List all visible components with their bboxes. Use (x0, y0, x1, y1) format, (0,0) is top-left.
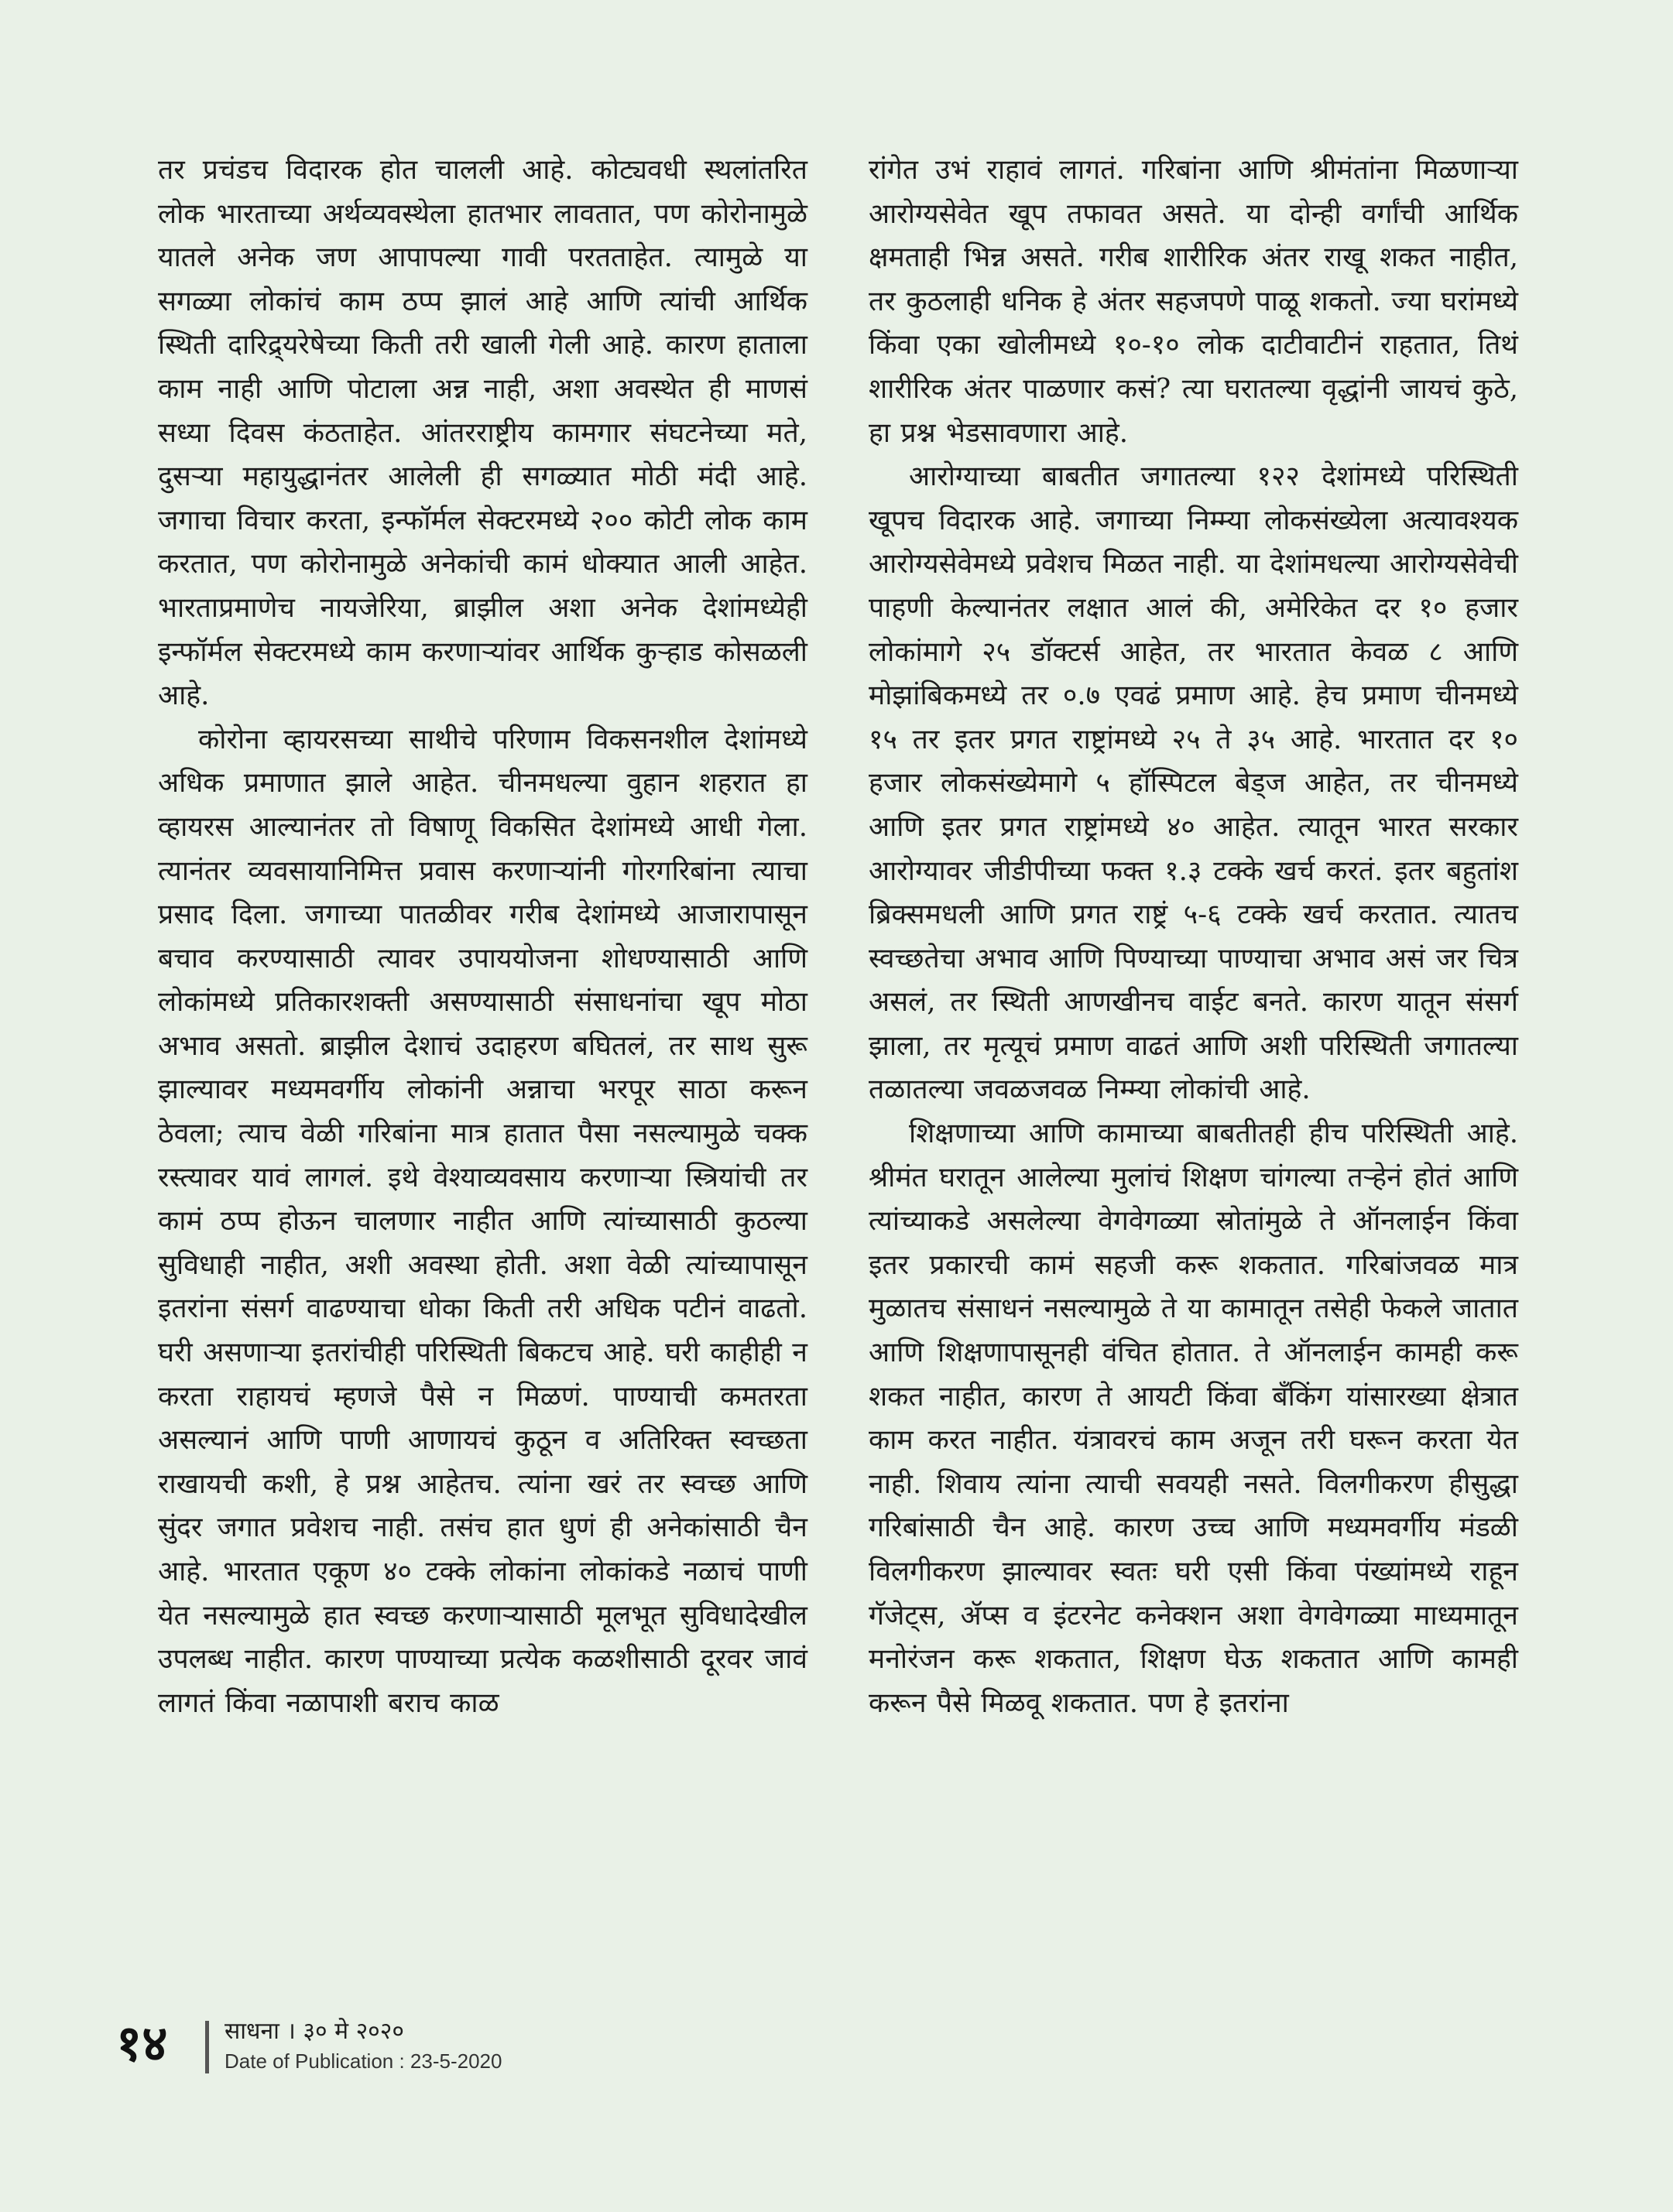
article-column-left (158, 149, 807, 1725)
publication-title: साधना । ३० मे २०२० (225, 2018, 404, 2045)
publication-date: Date of Publication : 23-5-2020 (225, 2049, 502, 2073)
article-paragraph: तर प्रचंडच विदारक होत चालली आहे. कोट्यवधी स्थलांतरित लोक भारताच्या अर्थव्यवस्थेला हातभार लावतात, पण कोरोनामुळे यातले अनेक जण आपापल्या गावी परतताहेत. त्यामुळे या सगळ्या लोकांचं काम ठप्प झालं आहे आणि त्यांची आर्थिक स्थिती दारिद्र्यरेषेच्या किती तरी खाली गेली आहे. कारण हाताला काम नाही आणि पोटाला अन्न नाही, अशा अवस्थेत ही माणसं सध्या दिवस कंठताहेत. आंतरराष्ट्रीय कामगार संघटनेच्या मते, दुसऱ्या महायुद्धानंतर आलेली ही सगळ्यात मोठी मंदी आहे. जगाचा विचार करता, इन्फॉर्मल सेक्टरमध्ये २०० कोटी लोक काम करतात, पण कोरोनामुळे अनेकांची कामं धोक्यात आली आहेत. भारताप्रमाणेच नायजेरिया, ब्राझील अशा अनेक देशांमध्येही इन्फॉर्मल सेक्टरमध्ये काम करणाऱ्यांवर आर्थिक कुऱ्हाड कोसळली आहे. (158, 154, 807, 712)
article-paragraph: कोरोना व्हायरसच्या साथीचे परिणाम विकसनशील देशांमध्ये अधिक प्रमाणात झाले आहेत. चीनमधल्या वुहान शहरात हा व्हायरस आल्यानंतर तो विषाणू विकसित देशांमध्ये आधी गेला. त्यानंतर व्यवसायानिमित्त प्रवास करणाऱ्यांनी गोरगरिबांना त्याचा प्रसाद दिला. जगाच्या पातळीवर गरीब देशांमध्ये आजारापासून बचाव करण्यासाठी त्यावर उपाययोजना शोधण्यासाठी आणि लोकांमध्ये प्रतिकारशक्ती असण्यासाठी संसाधनांचा खूप मोठा अभाव असतो. ब्राझील देशाचं उदाहरण बघितलं, तर साथ सुरू झाल्यावर मध्यमवर्गीय लोकांनी अन्नाचा भरपूर साठा करून ठेवला; त्याच वेळी गरिबांना मात्र हातात पैसा नसल्यामुळे चक्क रस्त्यावर यावं लागलं. इथे वेश्याव्यवसाय करणाऱ्या स्त्रियांची तर कामं ठप्प होऊन चालणार नाहीत आणि त्यांच्यासाठी कुठल्या सुविधाही नाहीत, अशी अवस्था होती. अशा वेळी त्यांच्यापासून इतरांना संसर्ग वाढण्याचा धोका किती तरी अधिक पटीनं वाढतो. घरी असणाऱ्या इतरांचीही परिस्थिती बिकटच आहे. घरी काहीही न करता राहायचं म्हणजे पैसे न मिळणं. पाण्याची कमतरता असल्यानं आणि पाणी आणायचं कुठून व अतिरिक्त स्वच्छता राखायची कशी, हे प्रश्न आहेतच. त्यांना खरं तर स्वच्छ आणि सुंदर जगात प्रवेशच नाही. तसंच हात धुणं ही अनेकांसाठी चैन आहे. भारतात एकूण ४० टक्के लोकांना लोकांकडे नळाचं पाणी येत नसल्यामुळे हात स्वच्छ करणाऱ्यासाठी मूलभूत सुविधादेखील उपलब्ध नाहीत. कारण पाण्याच्या प्रत्येक कळशीसाठी दूरवर जावं लागतं किंवा नळापाशी बराच काळ (158, 723, 807, 1719)
footer-divider (205, 2021, 209, 2073)
page-number: १४ (116, 2015, 168, 2073)
article-paragraph: आरोग्याच्या बाबतीत जगातल्या १२२ देशांमध्ये परिस्थिती खूपच विदारक आहे. जगाच्या निम्म्या लोकसंख्येला अत्यावश्यक आरोग्यसेवेमध्ये प्रवेशच मिळत नाही. या देशांमधल्या आरोग्यसेवेची पाहणी केल्यानंतर लक्षात आलं की, अमेरिकेत दर १० हजार लोकांमागे २५ डॉक्टर्स आहेत, तर भारतात केवळ ८ आणि मोझांबिकमध्ये तर ०.७ एवढं प्रमाण आहे. हेच प्रमाण चीनमध्ये १५ तर इतर प्रगत राष्ट्रांमध्ये २५ ते ३५ आहे. भारतात दर १० हजार लोकसंख्येमागे ५ हॉस्पिटल बेड्ज आहेत, तर चीनमध्ये आणि इतर प्रगत राष्ट्रांमध्ये ४० आहेत. त्यातून भारत सरकार आरोग्यावर जीडीपीच्या फक्त १.३ टक्के खर्च करतं. इतर बहुतांश ब्रिक्समधली आणि प्रगत राष्ट्रं ५-६ टक्के खर्च करतात. त्यातच स्वच्छतेचा अभाव आणि पिण्याच्या पाण्याचा अभाव असं जर चित्र असलं, तर स्थिती आणखीनच वाईट बनते. कारण यातून संसर्ग झाला, तर मृत्यूचं प्रमाण वाढतं आणि अशी परिस्थिती जगातल्या तळातल्या जवळजवळ निम्म्या लोकांची आहे. (869, 461, 1518, 1106)
article-paragraph: रांगेत उभं राहावं लागतं. गरिबांना आणि श्रीमंतांना मिळणाऱ्या आरोग्यसेवेत खूप तफावत असते. या दोन्ही वर्गांची आर्थिक क्षमताही भिन्न असते. गरीब शारीरिक अंतर राखू शकत नाहीत, तर कुठलाही धनिक हे अंतर सहजपणे पाळू शकतो. ज्या घरांमध्ये किंवा एका खोलीमध्ये १०-१० लोक दाटीवाटीनं राहतात, तिथं शारीरिक अंतर पाळणार कसं? त्या घरातल्या वृद्धांनी जायचं कुठे, हा प्रश्न भेडसावणारा आहे. (869, 154, 1518, 449)
article-column-right (869, 149, 1518, 1725)
article-paragraph: शिक्षणाच्या आणि कामाच्या बाबतीतही हीच परिस्थिती आहे. श्रीमंत घरातून आलेल्या मुलांचं शिक्षण चांगल्या तऱ्हेनं होतं आणि त्यांच्याकडे असलेल्या वेगवेगळ्या स्रोतांमुळे ते ऑनलाईन किंवा इतर प्रकारची कामं सहजी करू शकतात. गरिबांजवळ मात्र मुळातच संसाधनं नसल्यामुळे ते या कामातून तसेही फेकले जातात आणि शिक्षणापासूनही वंचित होतात. ते ऑनलाईन कामही करू शकत नाहीत, कारण ते आयटी किंवा बँकिंग यांसारख्या क्षेत्रात काम करत नाहीत. यंत्रावरचं काम अजून तरी घरून करता येत नाही. शिवाय त्यांना त्याची सवयही नसते. विलगीकरण हीसुद्धा गरिबांसाठी चैन आहे. कारण उच्च आणि मध्यमवर्गीय मंडळी विलगीकरण झाल्यावर स्वतः घरी एसी किंवा पंख्यांमध्ये राहून गॅजेट्स, ॲप्स व इंटरनेट कनेक्शन अशा वेगवेगळ्या माध्यमातून मनोरंजन करू शकतात, शिक्षण घेऊ शकतात आणि कामही करून पैसे मिळवू शकतात. पण हे इतरांना (869, 1118, 1518, 1719)
